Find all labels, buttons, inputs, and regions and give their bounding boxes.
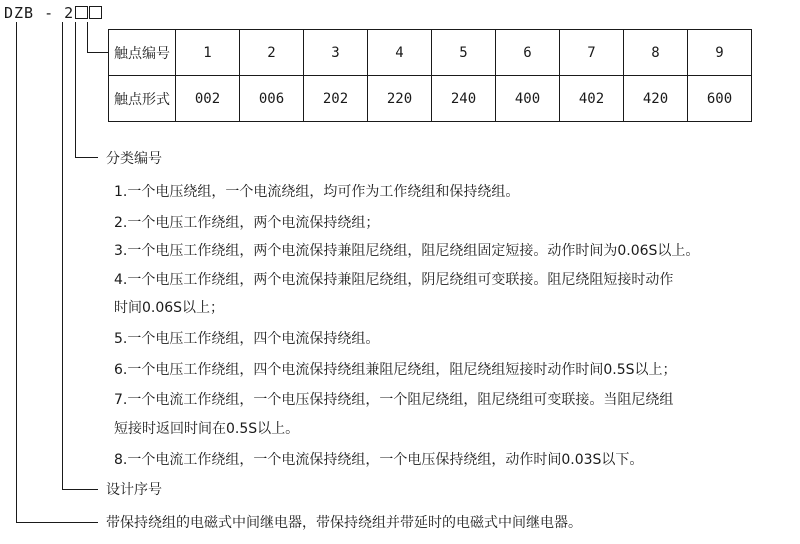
placeholder-box-1: [75, 6, 88, 19]
connector-line: [75, 157, 98, 158]
table-cell: 400: [496, 76, 560, 122]
connector-line: [87, 52, 108, 53]
table-cell: 402: [560, 76, 624, 122]
classification-item: 1.一个电压绕组，一个电流绕组，均可作为工作绕组和保持绕组。: [114, 184, 520, 200]
classification-item: 4.一个电压工作绕组，两个电流保持兼阻尼绕组，阴尼绕组可变联接。阻尼绕阻短接时动作: [114, 272, 674, 288]
classification-item: 2.一个电压工作绕组，两个电流保持绕组；: [114, 215, 380, 231]
table-cell: 420: [624, 76, 688, 122]
connector-line: [75, 22, 76, 158]
table-cell: 006: [240, 76, 304, 122]
table-cell: 3: [304, 30, 368, 76]
design-serial-label: 设计序号: [106, 482, 162, 498]
model-code-text: DZB - 2: [4, 4, 75, 22]
table-cell: 220: [368, 76, 432, 122]
table-cell: 6: [496, 30, 560, 76]
connector-line: [87, 22, 88, 53]
placeholder-box-2: [89, 6, 102, 19]
connector-line: [16, 22, 17, 523]
contact-table: [108, 29, 752, 122]
table-cell: 240: [432, 76, 496, 122]
row-header: 触点形式: [109, 76, 176, 122]
classification-item: 5.一个电压工作绕组，四个电流保持绕组。: [114, 331, 380, 347]
classification-item: 3.一个电压工作绕组，两个电流保持兼阻尼绕组，阻尼绕组固定短接。动作时间为0.06S以上。: [114, 243, 700, 259]
model-code: [4, 4, 102, 22]
table-cell: 7: [560, 30, 624, 76]
classification-title: 分类编号: [106, 151, 162, 167]
table-cell: 8: [624, 30, 688, 76]
connector-line: [16, 522, 98, 523]
table-cell: 002: [176, 76, 240, 122]
table-row: [109, 30, 752, 76]
table-cell: 9: [688, 30, 752, 76]
table-cell: 202: [304, 76, 368, 122]
table-cell: 2: [240, 30, 304, 76]
table-row: [109, 76, 752, 122]
classification-item: 时间0.06S以上；: [114, 300, 225, 316]
relay-description: 带保持绕组的电磁式中间继电器，带保持绕组并带延时的电磁式中间继电器。: [106, 515, 582, 531]
connector-line: [62, 489, 98, 490]
table-cell: 1: [176, 30, 240, 76]
classification-item: 6.一个电压工作绕组，四个电流保持绕组兼阻尼绕组，阻尼绕组短接时动作时间0.5S以上；: [114, 362, 677, 378]
table-cell: 600: [688, 76, 752, 122]
row-header: 触点编号: [109, 30, 176, 76]
classification-item: 8.一个电流工作绕组，一个电流保持绕组，一个电压保持绕组，动作时间0.03S以下。: [114, 452, 644, 468]
classification-item: 7.一个电流工作绕组，一个电压保持绕组，一个阻尼绕组，阻尼绕组可变联接。当阻尼绕组: [114, 392, 674, 408]
connector-line: [62, 22, 63, 490]
classification-item: 短接时返回时间在0.5S以上。: [114, 421, 300, 437]
table-cell: 5: [432, 30, 496, 76]
table-cell: 4: [368, 30, 432, 76]
